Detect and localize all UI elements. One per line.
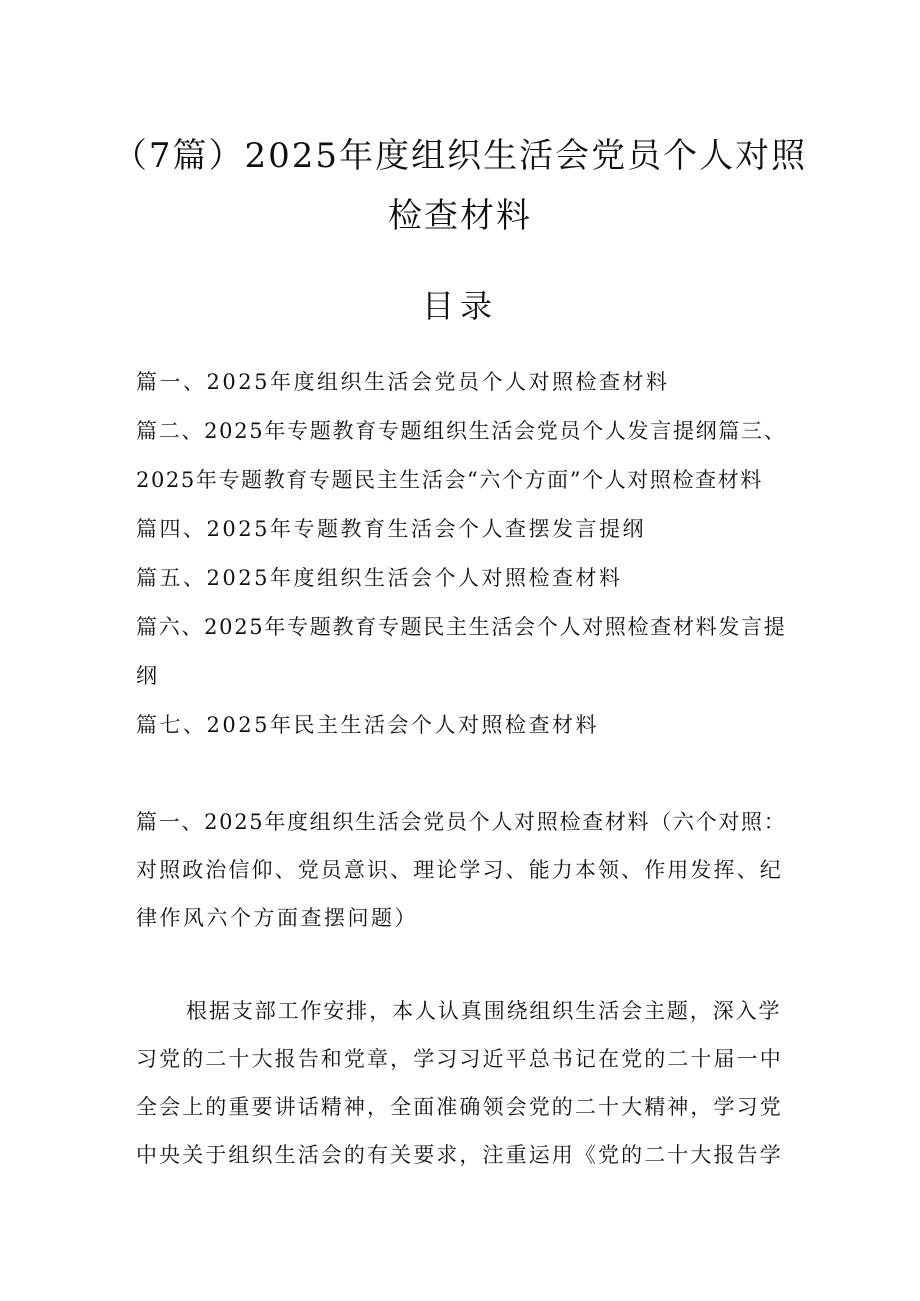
body-line-2: 习党的二十大报告和党章，学习习近平总书记在党的二十届一中 — [136, 1047, 783, 1071]
body-line-3: 全会上的重要讲话精神，全面准确领会党的二十大精神，学习党 — [136, 1095, 783, 1119]
section-heading-line-3: 律作风六个方面查摆问题） — [136, 906, 418, 930]
toc-line-8: 篇七、2025年民主生活会个人对照检查材料 — [136, 713, 599, 737]
body-line-1: 根据支部工作安排，本人认真围绕组织生活会主题，深入学 — [186, 999, 782, 1023]
toc-line-5: 篇五、2025年度组织生活会个人对照检查材料 — [136, 566, 623, 590]
body-line-4: 中央关于组织生活会的有关要求，注重运用《党的二十大报告学 — [136, 1143, 783, 1167]
document-title-line-2: 检查材料 — [388, 196, 532, 236]
toc-line-6: 篇六、2025年专题教育专题民主生活会个人对照检查材料发言提 — [136, 615, 787, 639]
section-heading-line-2: 对照政治信仰、党员意识、理论学习、能力本领、作用发挥、纪 — [136, 858, 783, 882]
document-title-line-1: （7篇）2025年度组织生活会党员个人对照 — [112, 136, 808, 176]
toc-line-1: 篇一、2025年度组织生活会党员个人对照检查材料 — [136, 370, 670, 394]
toc-line-4: 篇四、2025年专题教育生活会个人查摆发言提纲 — [136, 517, 646, 541]
toc-line-3: 2025年专题教育专题民主生活会“六个方面”个人对照检查材料 — [136, 468, 763, 492]
toc-line-7: 纲 — [136, 664, 160, 688]
toc-heading: 目录 — [421, 287, 498, 325]
toc-line-2: 篇二、2025年专题教育专题组织生活会党员个人发言提纲篇三、 — [136, 419, 787, 443]
section-heading-line-1: 篇一、2025年度组织生活会党员个人对照检查材料（六个对照： — [136, 810, 787, 834]
